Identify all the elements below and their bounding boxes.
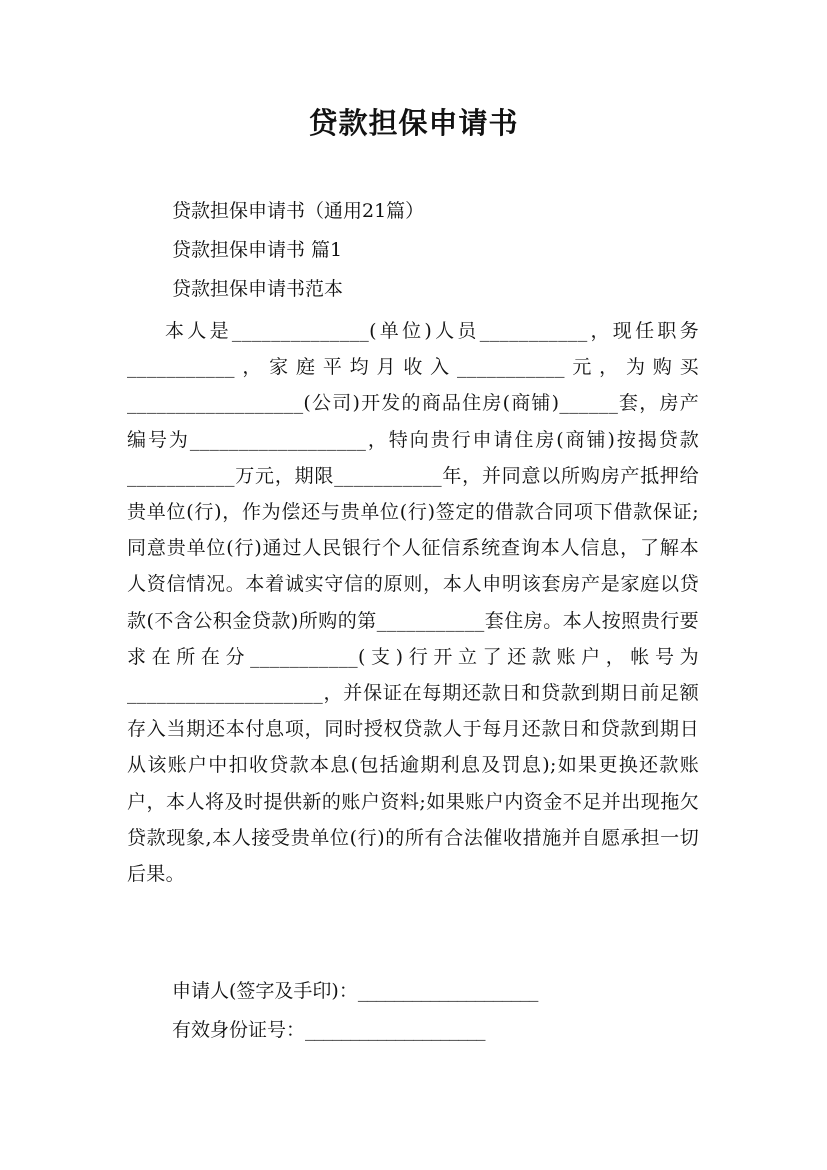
subtitle-line-1: 贷款担保申请书（通用21篇） (172, 200, 425, 222)
subtitle-line-2: 贷款担保申请书 篇1 (172, 239, 343, 261)
applicant-label: 申请人(签字及手印)： (172, 980, 358, 1002)
id-number-line (172, 1016, 485, 1044)
applicant-signature-blank: ____________________ (357, 980, 538, 1002)
subtitle-line-3: 贷款担保申请书范本 (172, 278, 344, 300)
id-number-blank: ____________________ (305, 1019, 486, 1041)
id-number-label: 有效身份证号： (172, 1019, 306, 1041)
applicant-signature-line (172, 977, 538, 1005)
document-title: 贷款担保申请书 (308, 106, 519, 140)
application-body-paragraph: 本人是______________(单位)人员___________，现任职务___________，家庭平均月收入___________元，为购买__________________(公司)开发的商品住房(商铺)______套，房产编号为__________________，特向贵行申请住房(商铺)按揭贷款___________万元，期限___________年，并同意以所购房产抵押给贵单位(行)，作为偿还与贵单位(行)签定的借款合同项下借款保证;同意贵单位(行)通过人民银行个人征信系统查询本人信息，了解本人资信情况。本着诚实守信的原则，本人申明该套房产是家庭以贷款(不含公积金贷款)所购的第___________套住房。本人按照贵行要求在所在分___________(支)行开立了还款账户，帐号为____________________，并保证在每期还款日和贷款到期日前足额存入当期还本付息项，同时授权贷款人于每月还款日和贷款到期日从该账户中扣收贷款本息(包括逾期利息及罚息);如果更换还款账户，本人将及时提供新的账户资料;如果账户内资金不足并出现拖欠贷款现象,本人接受贵单位(行)的所有合法催收措施并自愿承担一切后果。 (127, 320, 699, 886)
